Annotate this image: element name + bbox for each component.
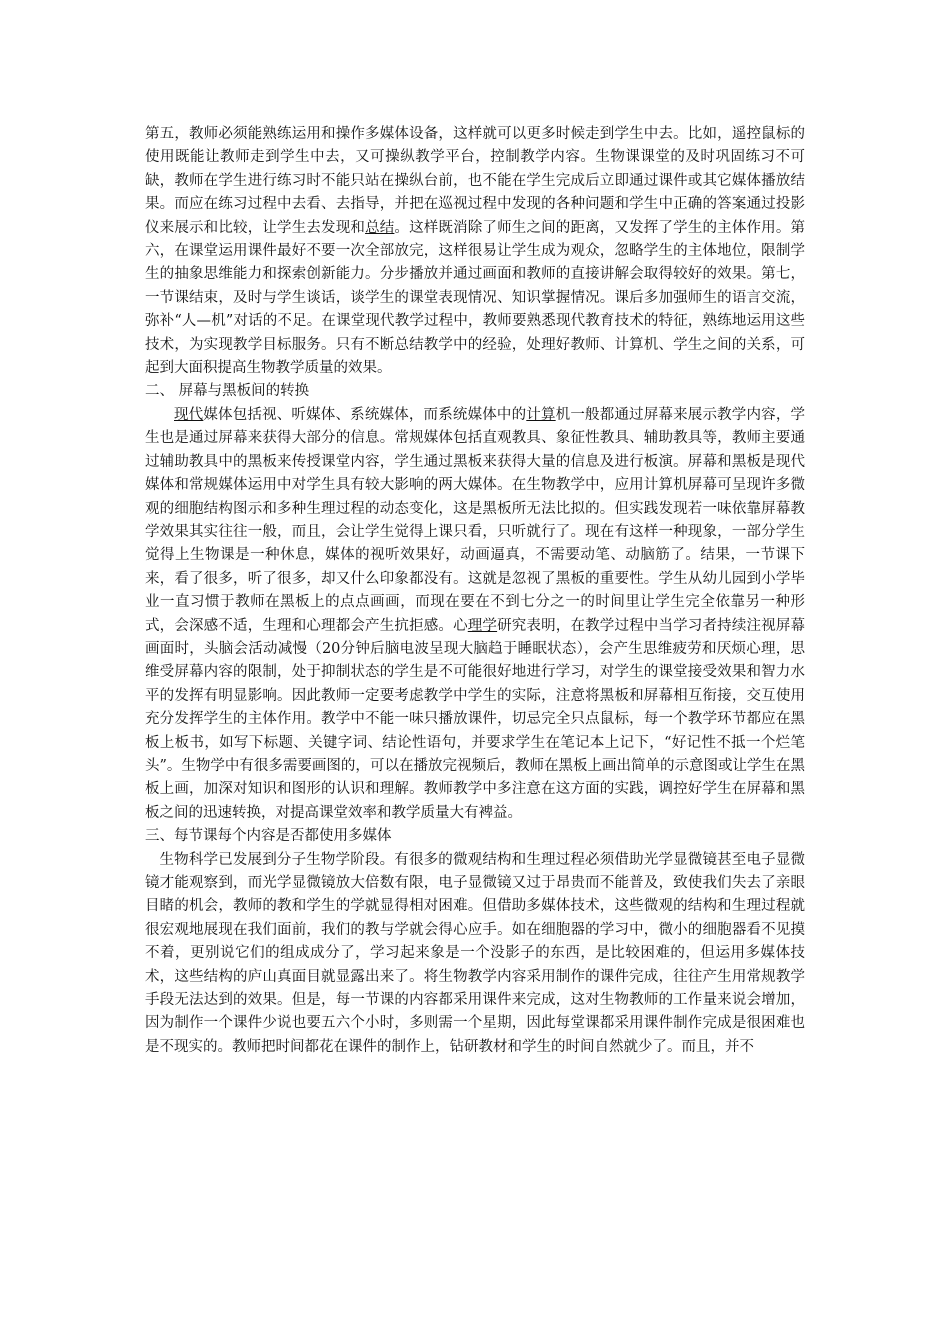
paragraph-text: 生物科学已发展到分子生物学阶段。有很多的微观结构和生理过程必须借助光学显微镜甚至电子显微镜才能观察到，而光学显微镜放大倍数有限，电子显微镜又过于昂贵而不能普及，致使我们失去了亲眼目睹的机会，教师的教和学生的学就显得相对困难。但借助多媒体技术，这些微观的结构和生理过程就很宏观地展现在我们面前，我们的教与学就会得心应手。如在细胞器的学习中，微小的细胞器看不见摸不着，更别说它们的组成成分了，学习起来象是一个没影子的东西，是比较困难的，但运用多媒体技术，这些结构的庐山真面目就显露出来了。将生物教学内容采用制作的课件完成，往往产生用常规教学手段无法达到的效果。但是，每一节课的内容都采用课件来完成，这对生物教师的工作量来说会增加，因为制作一个课件少说也要五六个小时，多则需一个星期，因此每堂课都采用课件制作完成是很困难也是不现实的。教师把时间都花在课件的制作上，钻研教材和学生的时间自然就少了。而且，并不 [145,851,805,1055]
document-page [145,123,805,1059]
paragraph-text: 。这样既消除了师生之间的距离，又发挥了学生的主体作用。第六，在课堂运用课件最好不要一次全部放完，这样很易让学生成为观众，忽略学生的主体地位，限制学生的抽象思维能力和探索创新能力。分步播放并通过画面和教师的直接讲解会取得较好的效果。第七，一节课结束，及时与学生谈话，谈学生的课堂表现情况、知识掌握情况。课后多加强师生的语言交流，弥补“人—机”对话的不足。在课堂现代教学过程中，教师要熟悉现代教育技术的特征，熟练地运用这些技术，为实现教学目标服务。只有不断总结教学中的经验，处理好教师、计算机、学生之间的关系，可起到大面积提高生物教学质量的效果。 [145,219,806,377]
paragraph-screen-blackboard [145,404,805,825]
paragraph-fifth-sixth-seventh [145,123,805,380]
paragraph-text: 媒体包括视、听媒体、系统媒体，而系统媒体中的 [203,406,527,423]
paragraph-text: 研究表明，在教学过程中当学习者持续注视屏幕画面时，头脑会活动减慢（20分钟后脑电波呈现大脑趋于睡眠状态），会产生思维疲劳和厌烦心理，思维受屏幕内容的限制，处于抑制状态的学生是不可能很好地进行学习，对学生的课堂接受效果和智力水平的发挥有明显影响。因此教师一定要考虑教学中学生的实际，注意将黑板和屏幕相互衔接，交互使用充分发挥学生的主体作用。教学中不能一味只播放课件，切忌完全只点鼠标，每一个教学环节都应在黑板上板书，如写下标题、关键字词、结论性语句，并要求学生在笔记本上记下，“好记性不抵一个烂笔头”。生物学中有很多需要画图的，可以在播放完视频后，教师在黑板上画出简单的示意图或让学生在黑板上画，加深对知识和图形的认识和理解。教师教学中多注意在这方面的实践，调控好学生在屏幕和黑板之间的迅速转换，对提高课堂效率和教学质量大有裨益。 [145,617,806,821]
link-psychology[interactable]: 理学 [467,617,498,634]
paragraph-text: 机一般都通过屏幕来展示教学内容，学生也是通过屏幕来获得大部分的信息。常规媒体包括直观教具、象征性教具、辅助教具等，教师主要通过辅助教具中的黑板来传授课堂内容，学生通过黑板来获得大量的信息及进行板演。屏幕和黑板是现代媒体和常规媒体运用中对学生具有较大影响的两大媒体。在生物教学中，应用计算机屏幕可呈现许多微观的细胞结构图示和多种生理过程的动态变化，这是黑板所无法比拟的。但实践发现若一味依靠屏幕教学效果其实往往一般，而且，会让学生觉得上课只看，只听就行了。现在有这样一种现象，一部分学生觉得上生物课是一种休息，媒体的视听效果好，动画逼真，不需要动笔、动脑筋了。结果，一节课下来，看了很多，听了很多，却又什么印象都没有。这就是忽视了黑板的重要性。学生从幼儿园到小学毕业一直习惯于教师在黑板上的点点画画，而现在要在不到七分之一的时间里让学生完全依靠另一种形式，会深感不适，生理和心理都会产生抗拒感。心 [145,406,806,634]
link-modern[interactable]: 现代 [174,406,204,423]
paragraph-text: 第五，教师必须能熟练运用和操作多媒体设备，这样就可以更多时候走到学生中去。比如，遥控鼠标的使用既能让教师走到学生中去，又可操纵教学平台，控制教学内容。生物课课堂的及时巩固练习不可缺，教师在学生进行练习时不能只站在操纵台前，也不能在学生完成后立即通过课件或其它媒体播放结果。而应在练习过程中去看、去指导，并把在巡视过程中发现的各种问题和学生中正确的答案通过投影仪来展示和比较，让学生去发现和 [145,126,805,236]
link-summary[interactable]: 总结 [365,219,395,236]
section-heading-2: 二、 屏幕与黑板间的转换 [145,383,310,400]
paragraph-multimedia-usage [145,849,805,1060]
section-heading-3: 三、每节课每个内容是否都使用多媒体 [145,828,392,845]
link-computing[interactable]: 计算 [526,406,556,423]
